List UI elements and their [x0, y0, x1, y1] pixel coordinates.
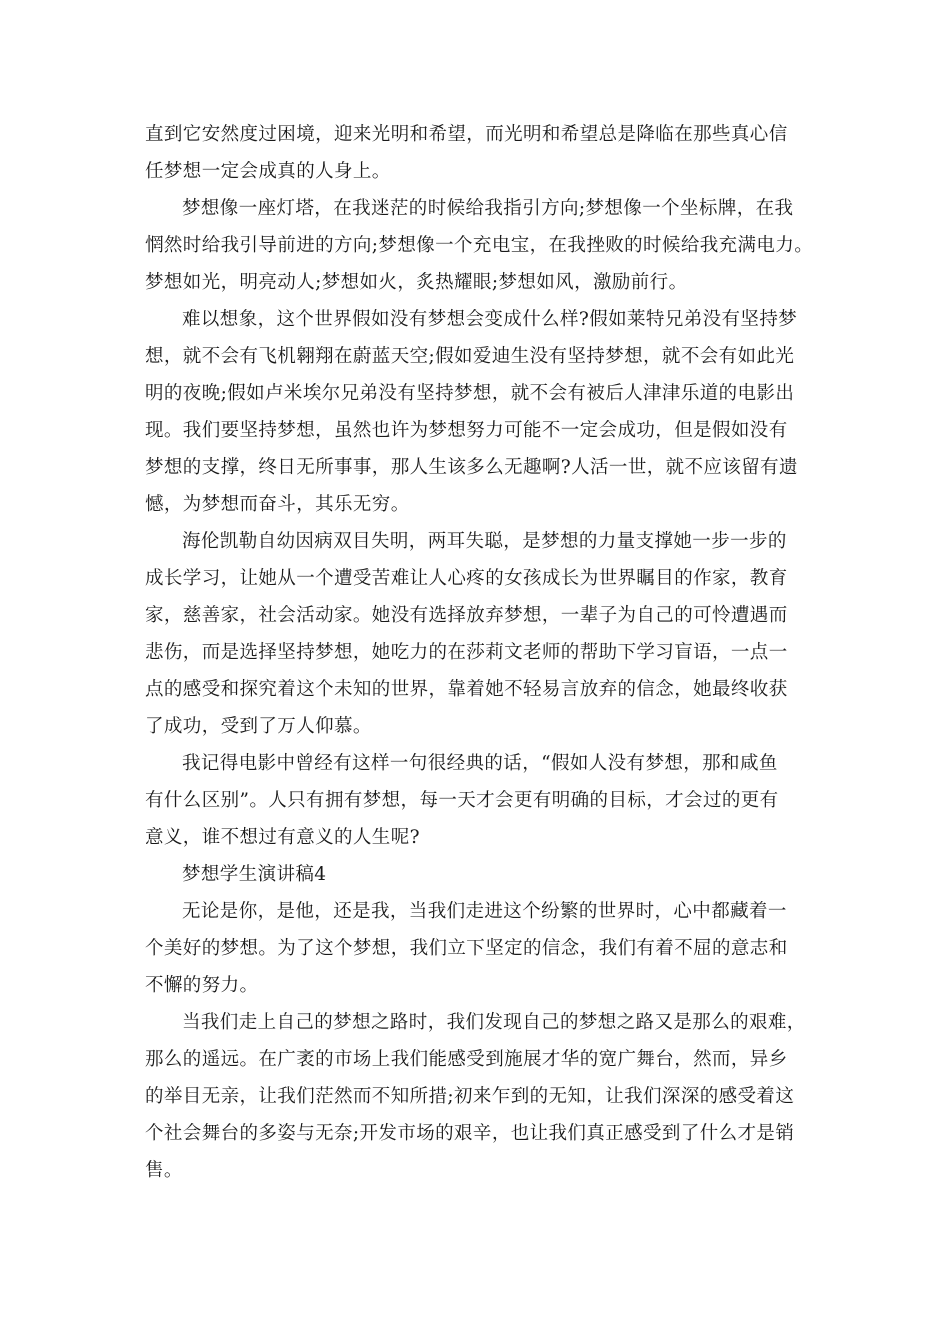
text-line: 个美好的梦想。为了这个梦想，我们立下坚定的信念，我们有着不屈的意志和 [145, 938, 788, 959]
text-line: 直到它安然度过困境，迎来光明和希望，而光明和希望总是降临在那些真心信 [145, 124, 788, 145]
text-line: 了成功，受到了万人仰慕。 [145, 716, 372, 737]
text-line: 我记得电影中曾经有这样一句很经典的话，“假如人没有梦想，那和咸鱼 [182, 753, 778, 774]
text-line: 成长学习，让她从一个遭受苦难让人心疼的女孩成长为世界瞩目的作家，教育 [145, 568, 788, 589]
text-line: 难以想象，这个世界假如没有梦想会变成什么样?假如莱特兄弟没有坚持梦 [182, 309, 798, 330]
text-line: 不懈的努力。 [145, 975, 259, 996]
text-line: 梦想的支撑，终日无所事事，那人生该多么无趣啊?人活一世，就不应该留有遗 [145, 457, 798, 478]
text-line: 现。我们要坚持梦想，虽然也许为梦想努力可能不一定会成功，但是假如没有 [145, 420, 788, 441]
text-line: 明的夜晚;假如卢米埃尔兄弟没有坚持梦想，就不会有被后人津津乐道的电影出 [145, 383, 795, 404]
text-line: 憾，为梦想而奋斗，其乐无穷。 [145, 494, 410, 515]
text-line: 家，慈善家，社会活动家。她没有选择放弃梦想，一辈子为自己的可怜遭遇而 [145, 605, 788, 626]
text-line: 售。 [145, 1160, 183, 1181]
text-line: 海伦凯勒自幼因病双目失明，两耳失聪，是梦想的力量支撑她一步一步的 [182, 531, 787, 552]
text-line: 悲伤，而是选择坚持梦想，她吃力的在莎莉文老师的帮助下学习盲语，一点一 [145, 642, 788, 663]
text-line: 意义，谁不想过有意义的人生呢? [145, 827, 420, 848]
text-line: 点的感受和探究着这个未知的世界，靠着她不轻易言放弃的信念，她最终收获 [145, 679, 788, 700]
section-heading: 梦想学生演讲稿4 [182, 864, 327, 885]
text-line: 那么的遥远。在广袤的市场上我们能感受到施展才华的宽广舞台，然而，异乡 [145, 1049, 788, 1070]
text-line: 惘然时给我引导前进的方向;梦想像一个充电宝，在我挫败的时候给我充满电力。 [145, 235, 814, 256]
text-line: 的举目无亲，让我们茫然而不知所措;初来乍到的无知，让我们深深的感受着这 [145, 1086, 795, 1107]
text-line: 梦想像一座灯塔，在我迷茫的时候给我指引方向;梦想像一个坐标牌，在我 [182, 198, 794, 219]
text-line: 任梦想一定会成真的人身上。 [145, 161, 391, 182]
text-line: 有什么区别”。人只有拥有梦想，每一天才会更有明确的目标，才会过的更有 [145, 790, 779, 811]
text-line: 当我们走上自己的梦想之路时，我们发现自己的梦想之路又是那么的艰难， [182, 1012, 806, 1033]
text-line: 想，就不会有飞机翱翔在蔚蓝天空;假如爱迪生没有坚持梦想，就不会有如此光 [145, 346, 795, 367]
text-line: 无论是你，是他，还是我，当我们走进这个纷繁的世界时，心中都藏着一 [182, 901, 787, 922]
text-line: 个社会舞台的多姿与无奈;开发市场的艰辛，也让我们真正感受到了什么才是销 [145, 1123, 795, 1144]
text-line: 梦想如光，明亮动人;梦想如火，炙热耀眼;梦想如风，激励前行。 [145, 272, 688, 293]
